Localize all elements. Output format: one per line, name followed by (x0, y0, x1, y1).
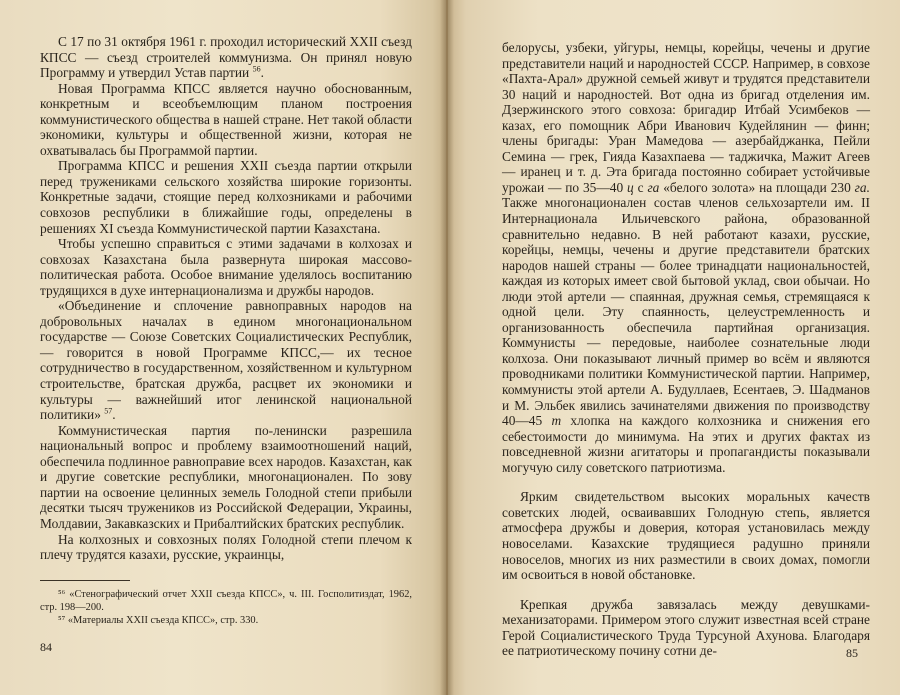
paragraph: На колхозных и совхозных полях Голодной степи плечом к плечу трудятся казахи, русские, украинцы, (40, 531, 412, 563)
paragraph: Крепкая дружба завязалась между девушками-механизаторами. Примером этого служит известная всей стране Герой Социалистического Труда Турсуной Ахунова. Благодаря ее патриотическому почину сотни де- (502, 596, 870, 659)
book-gutter (440, 0, 454, 695)
page-number: 85 (846, 646, 858, 660)
right-page (448, 0, 900, 695)
paragraph: Коммунистическая партия по-ленински разрешила национальный вопрос и проблему взаимоотношений наций, обеспечила подлинное равноправие всех народов. Казахстан, как и другие советские республики, многонационален. По зову партии на освоение целинных земель Голодной степи прибыли десятки тысяч тружеников из Российской Федерации, Украины, Молдавии, Закавказских и Прибалтийских братских республик. (40, 422, 412, 531)
page-number: 84 (40, 640, 52, 654)
footnote: ⁵⁶ «Стенографический отчет XXII съезда КПСС», ч. III. Госполитиздат, 1962, стр. 198—200. (40, 589, 412, 613)
right-page-text (502, 40, 870, 659)
footnote: ⁵⁷ «Материалы XXII съезда КПСС», стр. 330. (58, 615, 259, 626)
footnotes (40, 588, 412, 627)
footnote-ref: 56 (252, 64, 261, 74)
paragraph: Ярким свидетельством высоких моральных качеств советских людей, осваивавших Голодную степь, является атмосфера дружбы и доверия, которая установилась между новоселами. Казахские трудящиеся радушно приняли новоселов, многих из них разместили в своих домах, помогли им освоиться в новой обстановке. (502, 489, 870, 583)
left-page (0, 0, 446, 695)
paragraph: Чтобы успешно справиться с этими задачами в колхозах и совхозах Казахстана была развернута широкая массово-политическая работа. Особое внимание уделялось воспитанию трудящихся в духе интернационализма и дружбы народов. (40, 236, 412, 298)
paragraph: белорусы, узбеки, уйгуры, немцы, корейцы, чечены и другие представители наций и народностей СССР. Например, в совхозе «Пахта-Арал» дружной семьей живут и трудятся представители 30 наций и народностей. Вот одна из бригад отделения им. Дзержинского этого совхоза: бригадир Итбай Усимбеков — казах, его помощник Абри Иванович Кудейлянин — финн; члены бригады: Уран Мамедова — азербайджанка, Пейли Семина — грек, Гияда Казахпаева — таджичка, Мажит Агеев — иранец и т. д. Эта бригада постоянно собирает устойчивые урожаи — по 35—40 ц с га «белого золота» на площади 230 га. Также многонационален состав членов сельхозартели им. II Интернационала Ильичевского района, образованной сравнительно недавно. В ней работают казахи, русские, корейцы, немцы, чечены и другие представители братских народов нашей страны — более тринадцати национальностей, каждая из которых имеет свой бытовой уклад, свои обычаи. Но люди этой артели — спаянная, дружная семья, стремящаяся к одной цели. Эту спаянность, целеустремленность и организованность обеспечила партийная организация. Коммунисты — передовые, наиболее сознательные люди колхоза. Они показывают личный пример во всём и являются проводниками политики Коммунистической партии. Например, коммунисты этой артели А. Будуллаев, Есентаев, Э. Шадманов и М. Эльбек явились зачинателями движения по производству 40—45 т хлопка на каждого колхозника и снижения его себестоимости до минимума. На этих и других фактах из повседневной жизни агитаторы и пропагандисты показывали могучую силу советского патриотизма. (502, 40, 870, 475)
footnote-divider (40, 580, 130, 581)
paragraph: С 17 по 31 октября 1961 г. проходил исторический XXII съезд КПСС — съезд строителей коммунизма. Он принял новую Программу и утвердил Устав партии $^{56}$. (40, 34, 412, 81)
footnote-ref: 57 (104, 406, 113, 416)
paragraph: Новая Программа КПСС является научно обоснованным, конкретным и всеобъемлющим планом построения коммунистического общества в нашей стране. Нет такой области экономики, культуры и общественной жизни, которая не охватывалась бы Программой партии. (40, 80, 412, 158)
paragraph: «Объединение и сплочение равноправных народов на добровольных началах в едином многонациональном государстве — Союзе Советских Социалистических Республик, — говорится в новой Программе КПСС,— их тесное сотрудничество в государственном, хозяйственном и культурном строительстве, братская дружба, расцвет их экономики и культуры — важнейший итог ленинской национальной политики» $^{57}$. (40, 298, 412, 423)
paragraph: Программа КПСС и решения XXII съезда партии открыли перед тружениками сельского хозяйства широкие горизонты. Конкретные задачи, стоящие перед колхозниками и рабочими совхозов республики в ближайшие годы, определены в решениях XI съезда Коммунистической партии Казахстана. (40, 158, 412, 236)
left-page-text (40, 34, 412, 563)
